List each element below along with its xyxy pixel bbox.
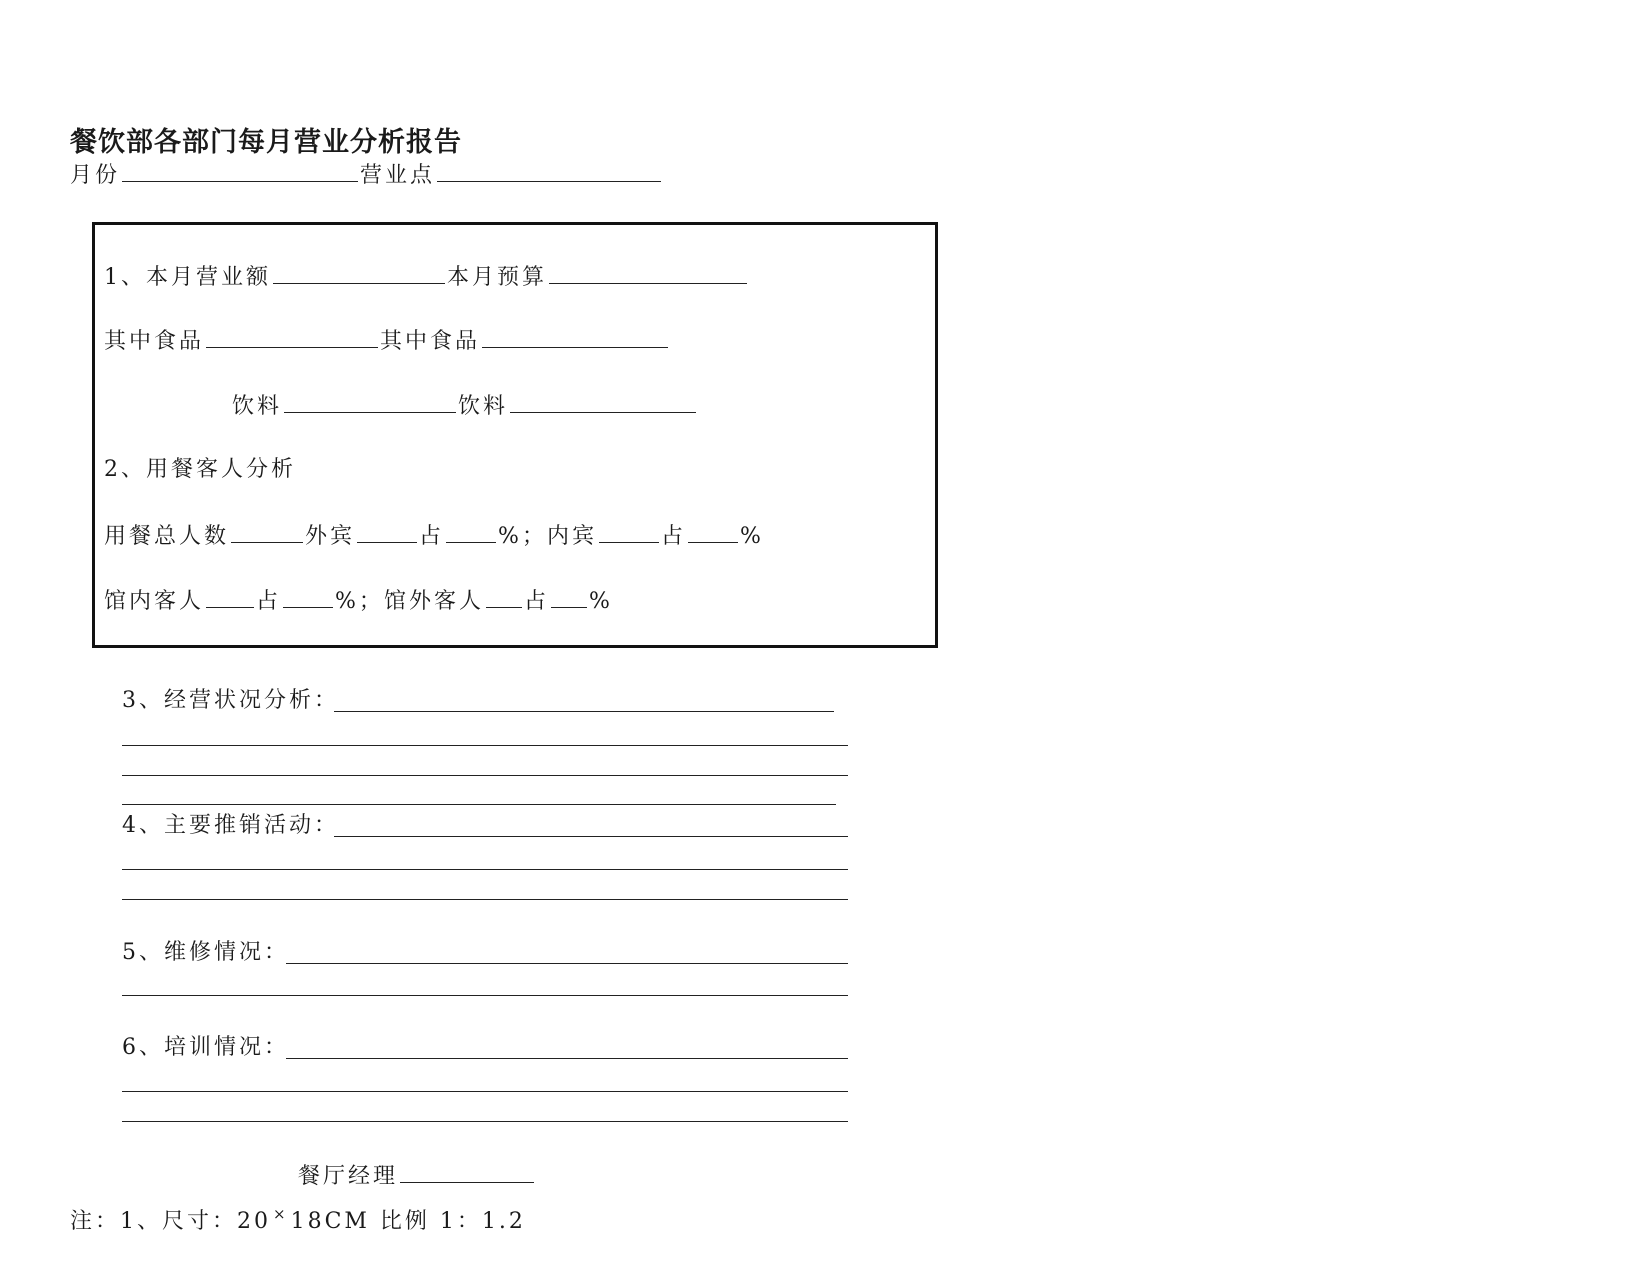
operation-line[interactable]	[122, 775, 848, 776]
in-house-label: 馆内客人	[104, 589, 205, 614]
header-row	[70, 161, 663, 189]
outside-label: 馆外客人	[383, 589, 484, 614]
month-label: 月份	[70, 163, 121, 188]
page-title: 餐饮部各部门每月营业分析报告	[70, 127, 462, 158]
percent-label: %	[739, 524, 764, 549]
beverage-budget-field[interactable]	[510, 392, 696, 413]
budget-label: 本月预算	[447, 265, 548, 290]
maintenance-line[interactable]	[122, 995, 848, 996]
revenue-row	[104, 263, 749, 291]
promotion-label: 4、主要推销活动：	[122, 813, 339, 838]
share-label: 占	[419, 524, 445, 549]
revenue-label: 1、本月营业额	[104, 265, 271, 290]
maintenance-label: 5、维修情况：	[122, 940, 289, 965]
beverage-label: 饮料	[232, 394, 283, 419]
signature-row	[298, 1162, 536, 1190]
in-house-field[interactable]	[206, 587, 254, 608]
promotion-line[interactable]	[334, 836, 848, 837]
foreign-share-field[interactable]	[446, 522, 496, 543]
note-row	[70, 1201, 526, 1235]
note-suffix: 18CM 比例 1：1.2	[290, 1209, 526, 1234]
manager-signature-field[interactable]	[400, 1162, 534, 1183]
operation-line[interactable]	[334, 711, 834, 712]
share-label: 占	[523, 589, 549, 614]
operation-line[interactable]	[122, 804, 836, 805]
percent-label: %；	[335, 589, 384, 614]
food-budget-label: 其中食品	[380, 329, 481, 354]
total-guests-field[interactable]	[231, 522, 303, 543]
budget-field[interactable]	[549, 263, 747, 284]
guest-analysis-heading: 2、用餐客人分析	[104, 457, 296, 482]
operation-analysis-label: 3、经营状况分析：	[122, 688, 339, 713]
domestic-guests-label: 内宾	[546, 524, 597, 549]
beverage-budget-label: 饮料	[458, 394, 509, 419]
promotion-line[interactable]	[122, 899, 848, 900]
month-field[interactable]	[122, 161, 358, 182]
guest-count-row	[104, 522, 764, 550]
foreign-guests-field[interactable]	[357, 522, 417, 543]
training-line[interactable]	[122, 1121, 848, 1122]
foreign-guests-label: 外宾	[305, 524, 356, 549]
beverage-revenue-field[interactable]	[284, 392, 456, 413]
food-label: 其中食品	[104, 329, 205, 354]
food-revenue-field[interactable]	[206, 327, 378, 348]
training-line[interactable]	[122, 1091, 848, 1092]
operation-line[interactable]	[122, 745, 848, 746]
percent-label: %	[588, 589, 613, 614]
maintenance-line[interactable]	[286, 963, 848, 964]
in-house-share-field[interactable]	[283, 587, 333, 608]
training-line[interactable]	[286, 1058, 848, 1059]
share-label: 占	[256, 589, 282, 614]
food-row	[104, 327, 670, 355]
note-prefix: 注：1、尺寸：20	[70, 1209, 271, 1234]
revenue-field[interactable]	[273, 263, 445, 284]
domestic-guests-field[interactable]	[599, 522, 659, 543]
food-budget-field[interactable]	[482, 327, 668, 348]
share-label: 占	[660, 524, 686, 549]
outside-share-field[interactable]	[551, 587, 587, 608]
training-label: 6、培训情况：	[122, 1035, 289, 1060]
guest-location-row	[104, 587, 613, 615]
manager-label: 餐厅经理	[298, 1164, 399, 1189]
promotion-line[interactable]	[122, 869, 848, 870]
outside-field[interactable]	[486, 587, 522, 608]
beverage-row	[232, 392, 698, 420]
domestic-share-field[interactable]	[688, 522, 738, 543]
percent-label: %；	[498, 524, 547, 549]
outlet-field[interactable]	[437, 161, 661, 182]
outlet-label: 营业点	[360, 163, 436, 188]
times-symbol: ×	[273, 1205, 289, 1223]
total-guests-label: 用餐总人数	[104, 524, 230, 549]
